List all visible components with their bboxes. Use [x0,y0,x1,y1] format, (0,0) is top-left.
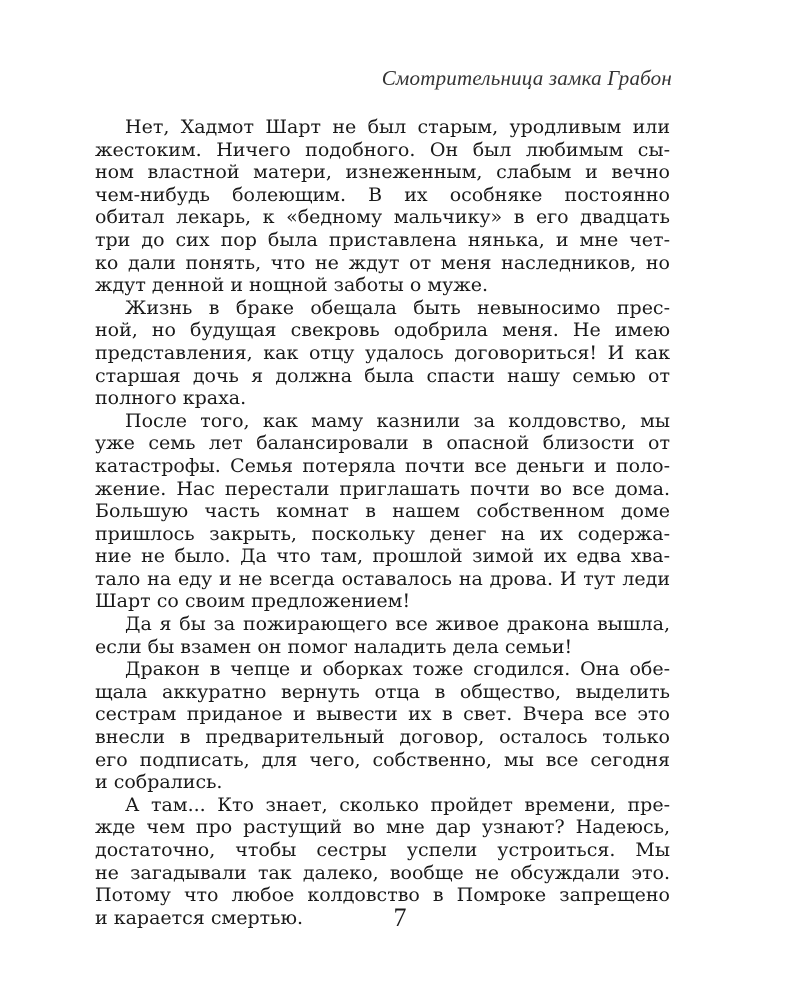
text-line: внесли в предварительный договор, осталось только [95,726,670,749]
text-line: уже семь лет балансировали в опасной близости от [95,432,670,455]
text-line: Шарт со своим предложением! [95,590,411,613]
page-number: 7 [393,903,407,932]
text-line: сестрам приданое и вывести их в свет. Вчера все это [95,703,670,726]
text-line: ном властной матери, изнеженным, слабым и вечно [95,161,670,184]
text-line: После того, как маму казнили за колдовство, мы [125,409,670,432]
text-line: тало на еду и не всегда оставалось на дрова. И тут леди [95,567,670,590]
text-line: и собрались. [95,771,223,794]
text-line: жестоким. Ничего подобного. Он был любимым сы- [95,138,670,161]
text-line: чем-нибудь болеющим. В их особняке постоянно [95,183,670,206]
text-line: А там... Кто знает, сколько пройдет времени, пре- [125,793,670,816]
text-line: ной, но будущая свекровь одобрила меня. Не имею [95,319,670,342]
text-line: достаточно, чтобы сестры успели устроиться. Мы [95,839,670,861]
text-line: не загадывали так далеко, вообще не обсуждали это. [95,861,670,884]
text-line: если бы взамен он помог наладить дела семьи! [95,635,573,658]
text-line: обитал лекарь, к «бедному мальчику» в его двадцать [95,206,670,229]
text-line: катастрофы. Семья потеряла почти все деньги и поло- [95,454,670,477]
text-line: и карается смертью. [95,906,304,929]
text-line: три до сих пор была приставлена нянька, и мне чет- [95,228,670,251]
text-line: жение. Нас перестали приглашать почти во все дома. [95,477,670,500]
text-line: его подписать, для чего, собственно, мы все сегодня [95,748,670,771]
text-line: Потому что любое колдовство в Помроке запрещено [95,884,670,907]
text-line: ждут денной и нощной заботы о муже. [95,274,489,297]
text-line: Дракон в чепце и оборках тоже сгодился. Она обе- [125,658,670,681]
text-line: ние не было. Да что там, прошлой зимой их едва хва- [95,545,670,568]
text-line: щала аккуратно вернуть отца в общество, выделить [95,680,670,703]
text-line: жде чем про растущий во мне дар узнают? Надеюсь, [95,816,670,839]
text-line: Да я бы за пожирающего все живое дракона вышла, [125,613,670,636]
running-header: Смотрительница замка Грабон [381,66,672,90]
text-line: полного краха. [95,387,247,410]
text-line: Нет, Хадмот Шарт не был старым, уродливым или [125,116,670,138]
text-line: пришлось закрыть, поскольку денег на их содержа- [95,522,670,545]
body-text [95,116,670,929]
text-line: представления, как отцу удалось договориться! И как [95,341,670,364]
text-line: старшая дочь я должна была спасти нашу семью от [95,364,670,387]
text-line: ко дали понять, что не ждут от меня наследников, но [95,251,670,274]
text-line: Жизнь в браке обещала быть невыносимо прес- [125,296,670,319]
text-line: Большую часть комнат в нашем собственном доме [95,500,670,523]
